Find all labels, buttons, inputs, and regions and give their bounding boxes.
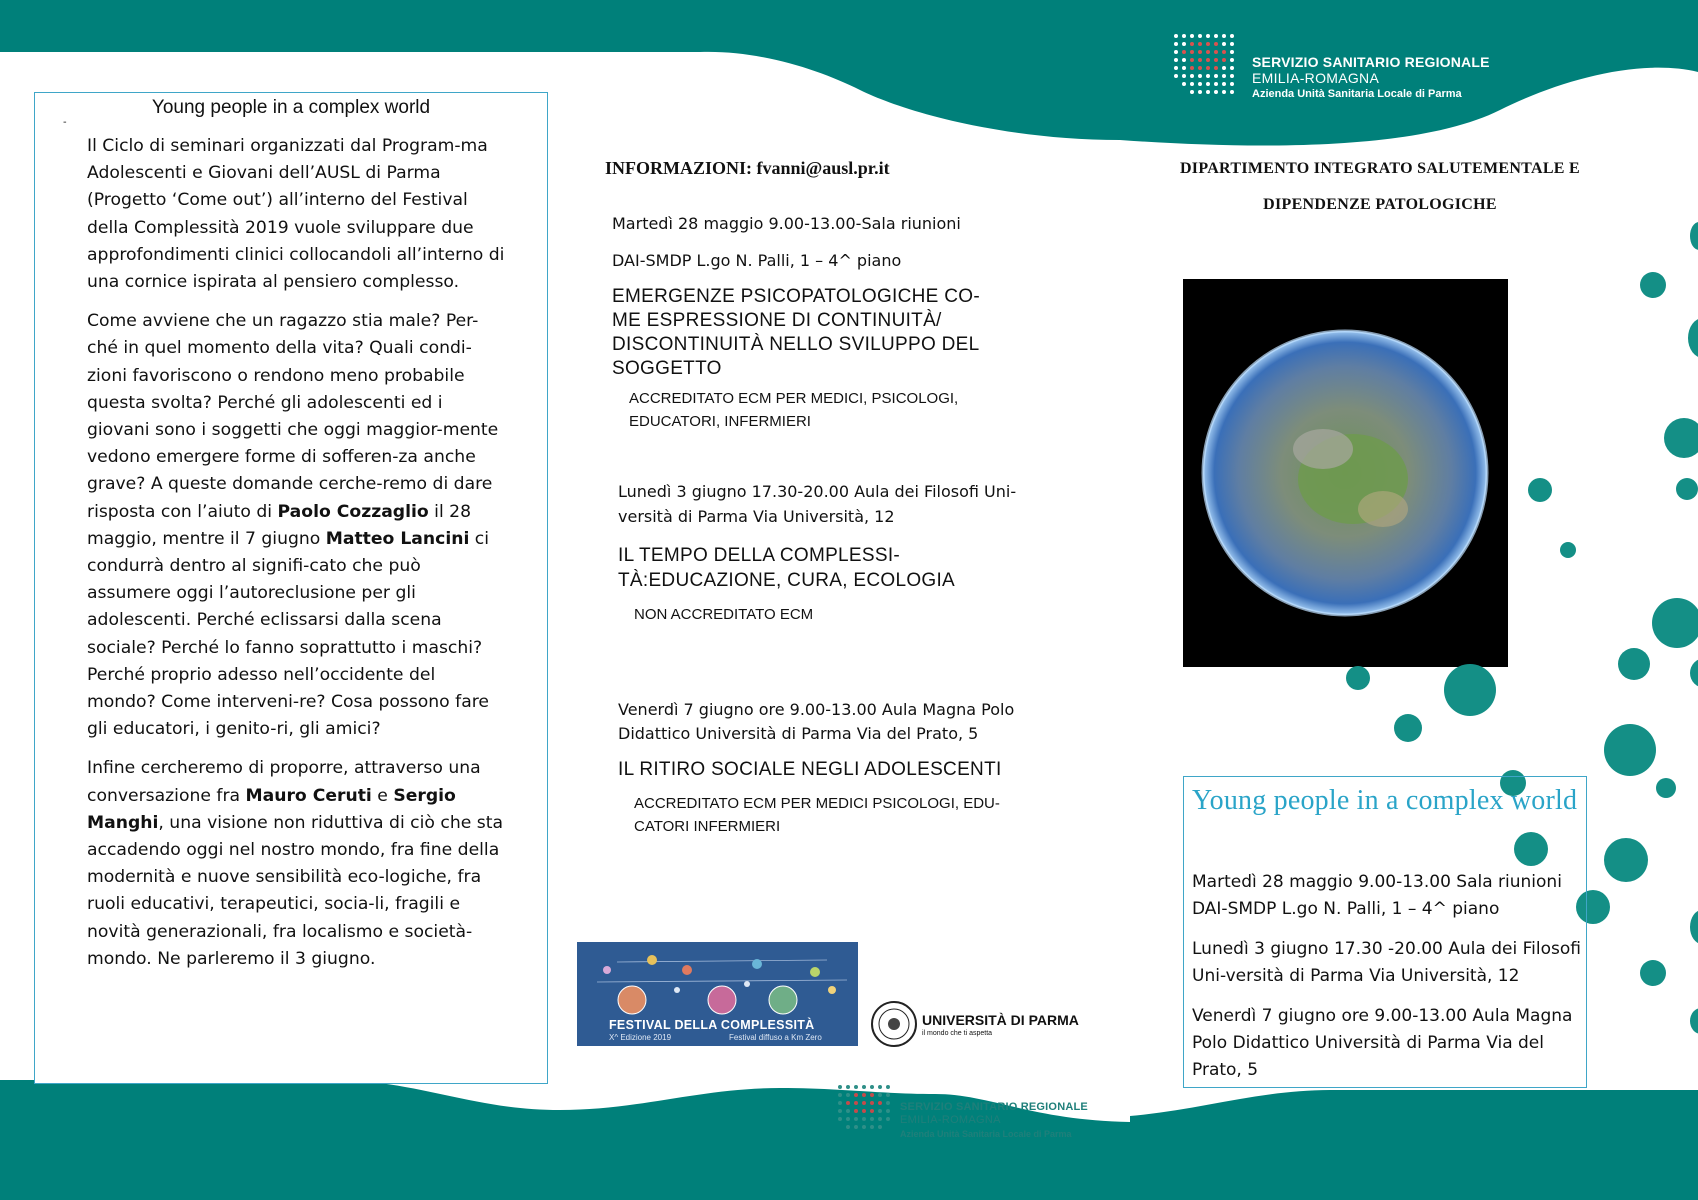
schedule-item-2: Lunedì 3 giugno 17.30 -20.00 Aula dei Filosofi Uni-versità di Parma Via Università, 12 — [1192, 939, 1581, 986]
event1-title-line: DISCONTINUITÀ NELLO SVILUPPO DEL — [612, 334, 980, 355]
speaker-name: Sergio Manghi — [87, 785, 456, 833]
event2-accreditation: NON ACCREDITATO ECM — [634, 606, 814, 623]
speaker-name: Matteo Lancini — [325, 528, 470, 549]
event1-accreditation: ACCREDITATO ECM PER MEDICI, PSICOLOGI, — [629, 390, 959, 407]
ssr-line2: EMILIA-ROMAGNA — [1252, 70, 1380, 86]
speaker-name: Mauro Ceruti — [245, 785, 372, 806]
festival-title: FESTIVAL DELLA COMPLESSITÀ — [609, 1018, 815, 1032]
earth-globe-image — [1183, 279, 1508, 667]
intro-paragraph-3: Infine cercheremo di proporre, attraverso una conversazione fra Mauro Ceruti e Sergio Manghi, una visione non riduttiva di ciò che sta accadendo oggi nel nostro mondo, fra fine della modernità e nuove sensibilità eco-logiche, fra ruoli educativi, terapeutici, socia-li, fragili e novità generazionali, fra localismo e società-mondo. Ne parleremo il 3 giugno. — [87, 758, 503, 969]
decorative-dot — [1690, 1008, 1698, 1034]
decorative-dot — [1640, 960, 1666, 986]
event3-date: Venerdì 7 giugno ore 9.00-13.00 Aula Magna Polo — [618, 700, 1015, 719]
intro-text — [87, 133, 507, 985]
event1-title-line: ME ESPRESSIONE DI CONTINUITÀ/ — [612, 310, 942, 331]
decorative-dot — [1652, 598, 1698, 648]
decorative-dot — [1690, 222, 1698, 250]
ssr-dots-icon — [836, 1083, 892, 1139]
event3-accreditation: ACCREDITATO ECM PER MEDICI PSICOLOGI, EDU- — [634, 795, 1000, 812]
decorative-dot — [1604, 724, 1656, 776]
ssr-line3: Azienda Unità Sanitaria Locale di Parma — [900, 1129, 1072, 1139]
decorative-dot — [1346, 666, 1370, 690]
decorative-dot — [1690, 658, 1698, 688]
decorative-dot — [1560, 542, 1576, 558]
decorative-dot — [1604, 838, 1648, 882]
event1-location: DAI-SMDP L.go N. Palli, 1 – 4^ piano — [612, 251, 902, 270]
university-tagline: il mondo che ti aspetta — [922, 1030, 993, 1037]
festival-logo — [577, 942, 858, 1046]
info-contact: INFORMAZIONI: fvanni@ausl.pr.it — [605, 158, 890, 178]
intro-panel — [34, 92, 548, 1084]
decorative-dot — [1444, 664, 1496, 716]
schedule-box — [1183, 776, 1587, 1088]
university-name: UNIVERSITÀ DI PARMA — [922, 1012, 1079, 1028]
decorative-dot — [1664, 418, 1698, 458]
decorative-dot — [1394, 714, 1422, 742]
intro-paragraph-2: Come avviene che un ragazzo stia male? Per-ché in quel momento della vita? Quali condi-zioni favoriscono o rendono meno probabile questa svolta? Perché gli adolescenti ed i giovani sono i soggetti che oggi maggior-mente vedono emergere forme di sofferen-za anche grave? A queste domande cerche-remo di dare risposta con l’aiuto di Paolo Cozzaglio il 28 maggio, mentre il 7 giugno Matteo Lancini ci condurrà dentro al signifi-cato che può assumere oggi l’autoreclusione per gli adolescenti. Perché eclissarsi dalla scena sociale? Perché lo fanno soprattutto i maschi? Perché proprio adesso nell’occidente del mondo? Come interveni-re? Cosa possono fare gli educatori, i genito-ri, gli amici? — [87, 311, 499, 740]
event1-accreditation: EDUCATORI, INFERMIERI — [629, 413, 811, 430]
decorative-dot — [1656, 778, 1676, 798]
event1-title-line: SOGGETTO — [612, 358, 722, 379]
event3-accreditation: CATORI INFERMIERI — [634, 818, 781, 835]
event2-title-line: IL TEMPO DELLA COMPLESSI- — [618, 545, 901, 566]
ssr-line1: SERVIZIO SANITARIO REGIONALE — [900, 1101, 1088, 1113]
decorative-dot — [1688, 318, 1698, 358]
schedule-title: Young people in a complex world — [1192, 785, 1578, 816]
speaker-name: Paolo Cozzaglio — [277, 501, 429, 522]
decorative-dot — [1690, 910, 1698, 944]
university-seal-icon — [870, 1000, 918, 1048]
schedule-item-3: Venerdì 7 giugno ore 9.00-13.00 Aula Magna Polo Didattico Università di Parma Via del Prato, 5 — [1192, 1006, 1573, 1080]
schedule-item-1: Martedì 28 maggio 9.00-13.00 Sala riunioni DAI-SMDP L.go N. Palli, 1 – 4^ piano — [1192, 872, 1562, 919]
event2-date: Lunedì 3 giugno 17.30-20.00 Aula dei Filosofi Uni- — [618, 482, 1017, 501]
event3-title: IL RITIRO SOCIALE NEGLI ADOLESCENTI — [618, 759, 1002, 780]
event1-date: Martedì 28 maggio 9.00-13.00-Sala riunioni — [612, 214, 961, 233]
ssr-line3: Azienda Unità Sanitaria Locale di Parma — [1252, 88, 1462, 100]
event1-title-line: EMERGENZE PSICOPATOLOGICHE CO- — [612, 286, 980, 307]
festival-tagline: Festival diffuso a Km Zero — [729, 1033, 822, 1042]
event3-location: Didattico Università di Parma Via del Prato, 5 — [618, 724, 979, 743]
decorative-dot — [1676, 478, 1698, 500]
stray-mark: - — [63, 117, 67, 128]
ssr-line2: EMILIA-ROMAGNA — [900, 1114, 1001, 1126]
ssr-line1: SERVIZIO SANITARIO REGIONALE — [1252, 54, 1490, 70]
department-line2: DIPENDENZE PATOLOGICHE — [1263, 196, 1497, 213]
decorative-dot — [1640, 272, 1666, 298]
decorative-dot — [1618, 648, 1650, 680]
intro-title: Young people in a complex world — [151, 97, 431, 118]
earth-photo — [1183, 279, 1508, 667]
department-line1: DIPARTIMENTO INTEGRATO SALUTEMENTALE E — [1179, 160, 1581, 177]
intro-paragraph-1: Il Ciclo di seminari organizzati dal Program-ma Adolescenti e Giovani dell’AUSL di Parma (Progetto ‘Come out’) all’interno del Festival della Complessità 2019 vuole sviluppare due approfondimenti clinici collocandoli all’interno di una cornice ispirata al pensiero complesso. — [87, 136, 505, 293]
festival-edition: X^ Edizione 2019 — [609, 1033, 672, 1042]
ssr-dots-icon — [1172, 32, 1242, 102]
event2-title-line: TÀ:EDUCAZIONE, CURA, ECOLOGIA — [618, 570, 956, 591]
decorative-dot — [1528, 478, 1552, 502]
event2-location: versità di Parma Via Università, 12 — [618, 507, 895, 526]
